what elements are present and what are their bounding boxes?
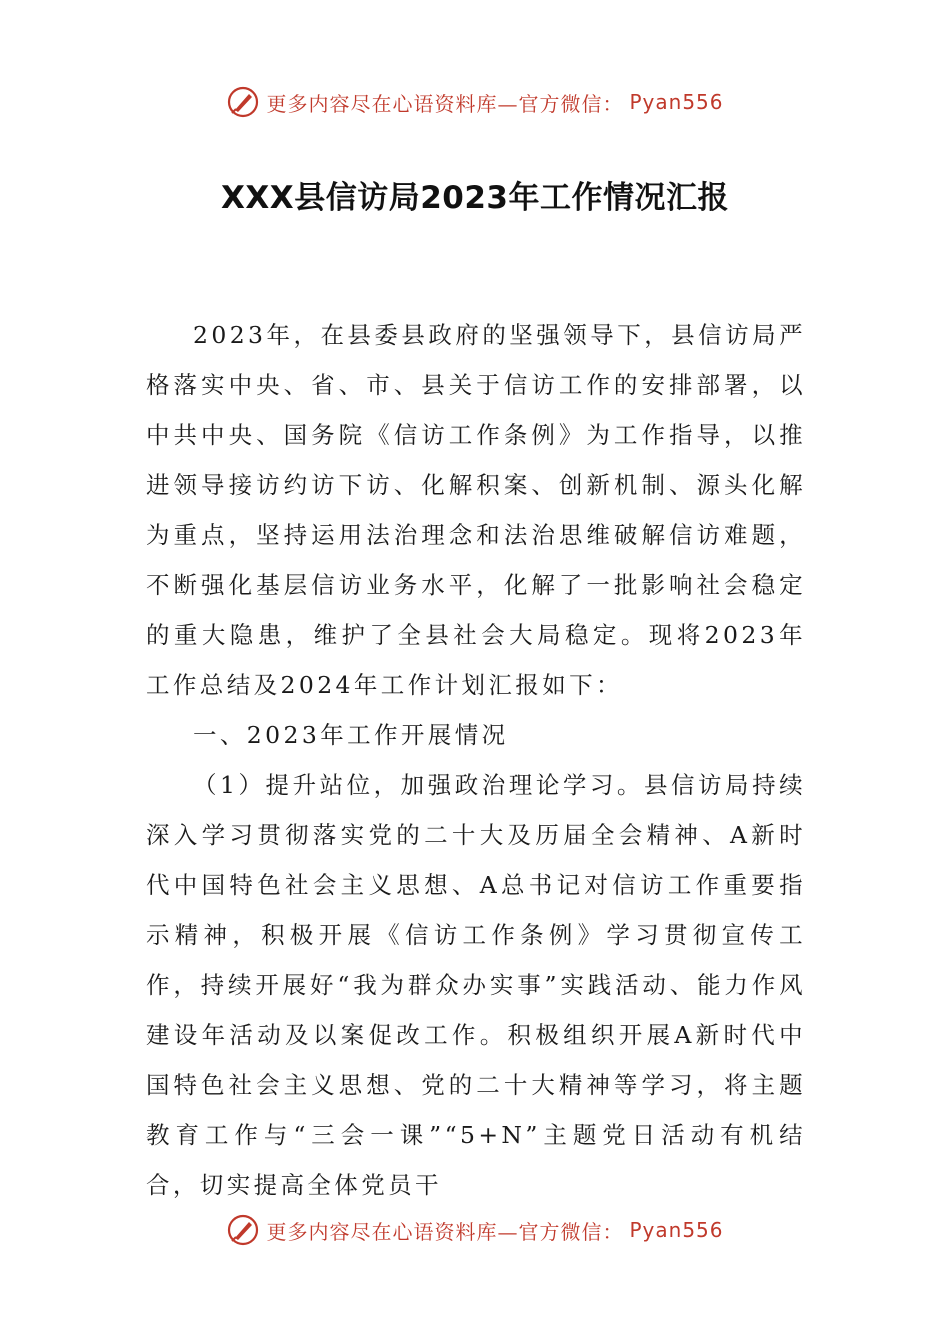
watermark-wechat-id: Pyan556 [629, 1218, 724, 1242]
footer-watermark [0, 1210, 950, 1250]
section-heading: 一、2023年工作开展情况 [193, 721, 509, 749]
watermark-text: 更多内容尽在心语资料库—官方微信： [266, 1219, 624, 1244]
watermark-wechat-id: Pyan556 [629, 90, 724, 114]
document-body [146, 310, 806, 1210]
quill-logo-icon [226, 1213, 260, 1247]
document-title: XXX县信访局2023年工作情况汇报 [221, 180, 729, 216]
intro-paragraph: 2023年，在县委县政府的坚强领导下，县信访局严格落实中央、省、市、县关于信访工作的安排部署，以中共中央、国务院《信访工作条例》为工作指导，以推进领导接访约访下访、化解积案、创新机制、源头化解为重点，坚持运用法治理念和法治思维破解信访难题，不断强化基层信访业务水平，化解了一批影响社会稳定的重大隐患，维护了全县社会大局稳定。现将2023年工作总结及2024年工作计划汇报如下： [146, 321, 806, 699]
body-paragraph: （1）提升站位，加强政治理论学习。县信访局持续深入学习贯彻落实党的二十大及历届全会精神、A新时代中国特色社会主义思想、A总书记对信访工作重要指示精神，积极开展《信访工作条例》学习贯彻宣传工作，持续开展好“我为群众办实事”实践活动、能力作风建设年活动及以案促改工作。积极组织开展A新时代中国特色社会主义思想、党的二十大精神等学习，将主题教育工作与“三会一课”“5+N”主题党日活动有机结合，切实提高全体党员干 [146, 771, 806, 1199]
header-watermark [0, 82, 950, 122]
quill-logo-icon [226, 85, 260, 119]
watermark-text: 更多内容尽在心语资料库—官方微信： [266, 91, 624, 116]
